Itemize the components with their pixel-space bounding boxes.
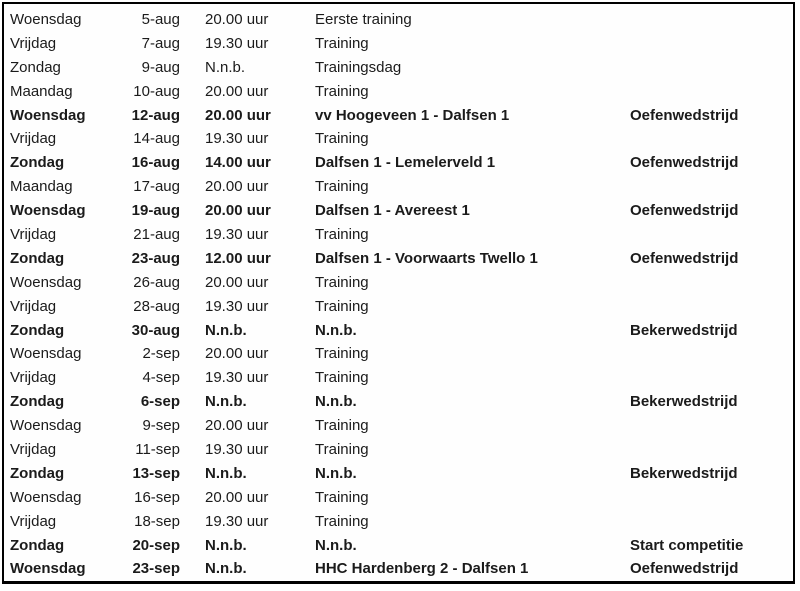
day-cell: Zondag [10, 249, 65, 267]
match-type-cell [630, 56, 793, 80]
date-cell: 21-aug [133, 226, 180, 244]
event-cell: N.n.b. [315, 393, 357, 411]
day-cell: Vrijdag [10, 297, 57, 315]
date-cell: 18-sep [134, 512, 180, 530]
day-cell: Zondag [10, 154, 65, 172]
table-row [4, 80, 793, 104]
event-cell: Training [315, 273, 369, 291]
day-cell: Woensdag [10, 488, 82, 506]
table-row [4, 32, 793, 56]
day-cell: Zondag [10, 464, 65, 482]
day-cell: Woensdag [10, 11, 82, 28]
event-cell: Trainingsdag [315, 58, 402, 76]
match-type-cell: Start competitie [630, 536, 744, 554]
match-type-cell [630, 32, 793, 56]
date-cell: 23-aug [131, 249, 180, 267]
table-row [4, 366, 793, 390]
match-type-cell: Oefenwedstrijd [630, 106, 739, 124]
table-row [4, 390, 793, 414]
event-cell: Dalfsen 1 - Lemelerveld 1 [315, 154, 496, 172]
event-cell: Training [315, 345, 369, 363]
time-cell: 20.00 uur [205, 417, 269, 435]
table-row [4, 486, 793, 510]
table-row [4, 414, 793, 438]
match-type-cell [630, 366, 793, 390]
day-cell: Zondag [10, 536, 65, 554]
table-row [4, 247, 793, 271]
match-type-cell [630, 8, 793, 32]
time-cell: 20.00 uur [205, 82, 269, 100]
day-cell: Woensdag [10, 106, 86, 124]
event-cell: Dalfsen 1 - Avereest 1 [315, 202, 470, 220]
table-row [4, 8, 793, 32]
date-cell: 10-aug [133, 82, 180, 100]
date-cell: 17-aug [133, 178, 180, 196]
match-type-cell [630, 80, 793, 104]
time-cell: N.n.b. [205, 560, 247, 578]
table-row [4, 557, 793, 581]
time-cell: 20.00 uur [205, 11, 269, 28]
time-cell: 14.00 uur [205, 154, 271, 172]
event-cell: HHC Hardenberg 2 - Dalfsen 1 [315, 560, 529, 578]
time-cell: 20.00 uur [205, 106, 271, 124]
date-cell: 11-sep [135, 441, 180, 459]
table-row [4, 223, 793, 247]
event-cell: Training [315, 417, 369, 435]
date-cell: 19-aug [131, 202, 180, 220]
date-cell: 2-sep [142, 345, 180, 363]
schedule-table [2, 2, 795, 584]
event-cell: Training [315, 178, 369, 196]
date-cell: 26-aug [133, 273, 180, 291]
day-cell: Vrijdag [10, 226, 57, 244]
time-cell: 19.30 uur [205, 441, 269, 459]
date-cell: 12-aug [131, 106, 180, 124]
day-cell: Woensdag [10, 273, 82, 291]
event-cell: Training [315, 82, 369, 100]
event-cell: Training [315, 488, 369, 506]
table-row [4, 342, 793, 366]
time-cell: 19.30 uur [205, 226, 269, 244]
time-cell: 19.30 uur [205, 297, 269, 315]
time-cell: 19.30 uur [205, 369, 269, 387]
day-cell: Vrijdag [10, 512, 57, 530]
day-cell: Vrijdag [10, 130, 57, 148]
date-cell: 20-sep [132, 536, 180, 554]
match-type-cell [630, 342, 793, 366]
table-row [4, 510, 793, 534]
match-type-cell: Oefenwedstrijd [630, 154, 739, 172]
table-row [4, 271, 793, 295]
table-row [4, 151, 793, 175]
time-cell: 19.30 uur [205, 130, 269, 148]
time-cell: N.n.b. [205, 321, 247, 339]
day-cell: Zondag [10, 58, 61, 76]
day-cell: Maandag [10, 82, 73, 100]
match-type-cell: Bekerwedstrijd [630, 321, 738, 339]
date-cell: 9-aug [141, 58, 180, 76]
day-cell: Woensdag [10, 417, 82, 435]
event-cell: Eerste training [315, 11, 412, 28]
day-cell: Zondag [10, 393, 65, 411]
match-type-cell [630, 510, 793, 534]
time-cell: N.n.b. [205, 393, 247, 411]
date-cell: 14-aug [133, 130, 180, 148]
table-row [4, 199, 793, 223]
event-cell: vv Hoogeveen 1 - Dalfsen 1 [315, 106, 510, 124]
table-row [4, 127, 793, 151]
event-cell: Dalfsen 1 - Voorwaarts Twello 1 [315, 249, 538, 267]
time-cell: 20.00 uur [205, 273, 269, 291]
match-type-cell [630, 414, 793, 438]
event-cell: Training [315, 369, 369, 387]
date-cell: 16-aug [131, 154, 180, 172]
match-type-cell: Bekerwedstrijd [630, 393, 738, 411]
time-cell: 20.00 uur [205, 345, 269, 363]
table-row [4, 295, 793, 319]
event-cell: Training [315, 441, 369, 459]
day-cell: Vrijdag [10, 441, 57, 459]
date-cell: 13-sep [132, 464, 180, 482]
date-cell: 28-aug [133, 297, 180, 315]
time-cell: N.n.b. [205, 464, 247, 482]
date-cell: 5-aug [141, 11, 180, 28]
date-cell: 6-sep [140, 393, 180, 411]
event-cell: Training [315, 34, 369, 52]
match-type-cell [630, 295, 793, 319]
event-cell: Training [315, 130, 369, 148]
time-cell: N.n.b. [205, 536, 247, 554]
table-row [4, 462, 793, 486]
match-type-cell: Oefenwedstrijd [630, 249, 739, 267]
day-cell: Woensdag [10, 345, 82, 363]
date-cell: 16-sep [134, 488, 180, 506]
time-cell: 12.00 uur [205, 249, 271, 267]
table-row [4, 319, 793, 343]
match-type-cell [630, 486, 793, 510]
date-cell: 30-aug [131, 321, 180, 339]
time-cell: 19.30 uur [205, 512, 269, 530]
event-cell: N.n.b. [315, 536, 357, 554]
event-cell: N.n.b. [315, 464, 357, 482]
day-cell: Woensdag [10, 202, 86, 220]
time-cell: 19.30 uur [205, 34, 269, 52]
match-type-cell: Oefenwedstrijd [630, 202, 739, 220]
event-cell: Training [315, 226, 369, 244]
table-row [4, 534, 793, 558]
match-type-cell [630, 223, 793, 247]
match-type-cell: Bekerwedstrijd [630, 464, 738, 482]
day-cell: Vrijdag [10, 34, 57, 52]
match-type-cell [630, 175, 793, 199]
day-cell: Maandag [10, 178, 73, 196]
day-cell: Vrijdag [10, 369, 57, 387]
time-cell: 20.00 uur [205, 488, 269, 506]
day-cell: Zondag [10, 321, 65, 339]
match-type-cell [630, 271, 793, 295]
day-cell: Woensdag [10, 560, 86, 578]
date-cell: 4-sep [142, 369, 180, 387]
match-type-cell [630, 438, 793, 462]
event-cell: Training [315, 297, 369, 315]
table-row [4, 56, 793, 80]
date-cell: 9-sep [142, 417, 180, 435]
date-cell: 23-sep [132, 560, 180, 578]
table-row [4, 175, 793, 199]
time-cell: 20.00 uur [205, 202, 271, 220]
date-cell: 7-aug [141, 34, 180, 52]
table-row [4, 438, 793, 462]
match-type-cell: Oefenwedstrijd [630, 560, 739, 578]
event-cell: N.n.b. [315, 321, 357, 339]
time-cell: N.n.b. [205, 58, 246, 76]
event-cell: Training [315, 512, 369, 530]
match-type-cell [630, 127, 793, 151]
table-row [4, 104, 793, 128]
time-cell: 20.00 uur [205, 178, 269, 196]
